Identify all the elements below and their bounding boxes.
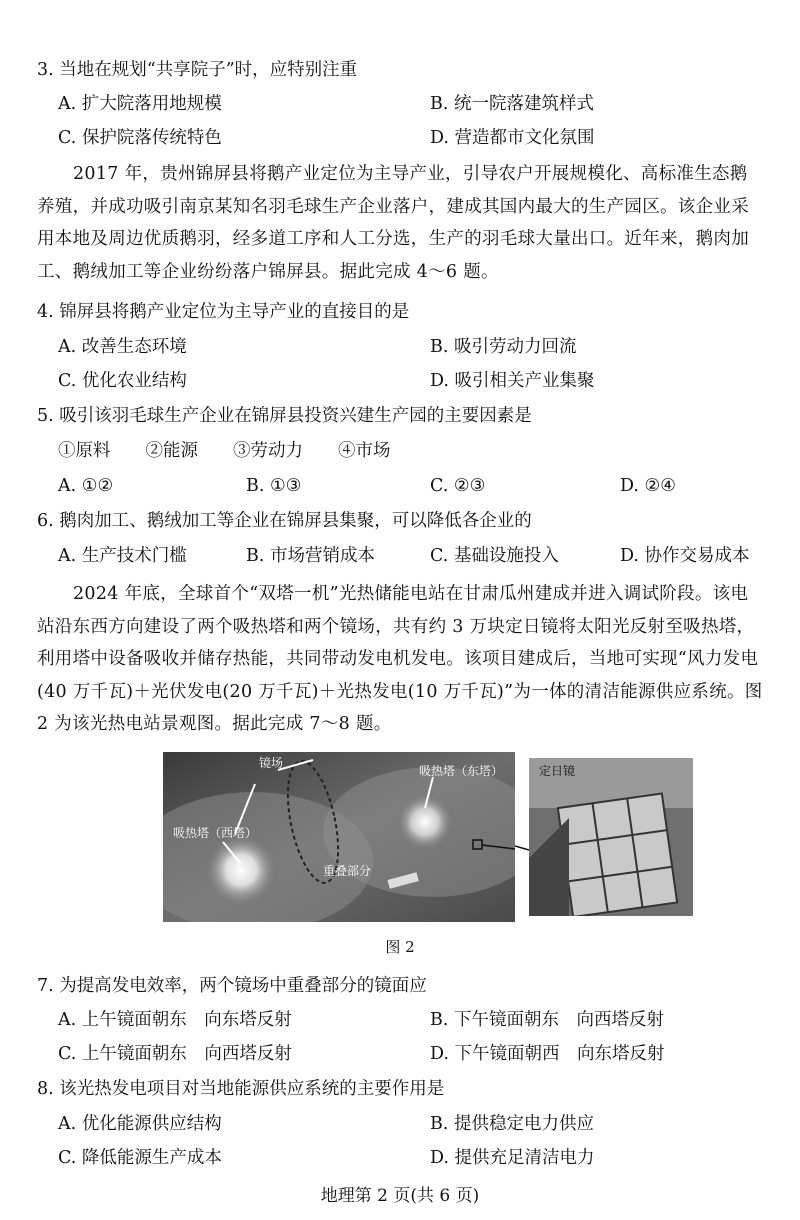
solar-plant-aerial-photo	[163, 752, 515, 922]
q4-option-a: A. 改善生态环境	[58, 337, 187, 357]
q3-stem: 3. 当地在规划“共享院子”时，应特别注重	[37, 60, 358, 80]
passage-solar-thermal: 2024 年底，全球首个“双塔一机”光热储能电站在甘肃瓜州建成并进入调试阶段。该电站沿东西方向建设了两个吸热塔和两个镜场，共有约 3 万块定日镜将太阳光反射至吸热塔，利用塔中设备吸收并储存热能，共同带动发电机发电。该项目建成后，当地可实现“风力发电(40 万千瓦)＋光伏发电(20 万千瓦)＋光热发电(10 万千瓦)”为一体的清洁能源供应系统。图 2 为该光热电站景观图。据此完成 7～8 题。	[37, 584, 763, 734]
label-overlap: 重叠部分	[323, 864, 372, 878]
label-heliostat: 定日镜	[539, 764, 576, 778]
q3-option-b: B. 统一院落建筑样式	[430, 94, 594, 114]
q8-option-d: D. 提供充足清洁电力	[430, 1148, 595, 1168]
label-mirror-field: 镜场	[259, 756, 284, 770]
q4-option-c: C. 优化农业结构	[58, 371, 187, 391]
q5-option-b: B. ①③	[246, 476, 302, 496]
q5-option-a: A. ①②	[58, 476, 114, 496]
q8-option-c: C. 降低能源生产成本	[58, 1148, 222, 1168]
q4-stem: 4. 锦屏县将鹅产业定位为主导产业的直接目的是	[37, 302, 410, 322]
q6-option-b: B. 市场营销成本	[246, 546, 375, 566]
q3-option-a: A. 扩大院落用地规模	[58, 94, 222, 114]
page-footer: 地理第 2 页(共 6 页)	[320, 1186, 480, 1206]
q3-option-c: C. 保护院落传统特色	[58, 128, 222, 148]
q5-factors: ①原料 ②能源 ③劳动力 ④市场	[58, 441, 391, 461]
label-west-tower: 吸热塔（西塔）	[173, 826, 258, 840]
q5-option-d: D. ②④	[620, 476, 676, 496]
q7-option-b: B. 下午镜面朝东 向西塔反射	[430, 1010, 664, 1030]
q7-stem: 7. 为提高发电效率，两个镜场中重叠部分的镜面应	[37, 976, 427, 996]
q4-option-b: B. 吸引劳动力回流	[430, 337, 577, 357]
q5-option-c: C. ②③	[430, 476, 486, 496]
passage-goose-industry: 2017 年，贵州锦屏县将鹅产业定位为主导产业，引导农户开展规模化、高标准生态鹅养殖，并成功吸引南京某知名羽毛球生产企业落户，建成其国内最大的生产园区。该企业采用本地及周边优质鹅羽，经多道工序和人工分选，生产的羽毛球大量出口。近年来，鹅肉加工、鹅绒加工等企业纷纷落户锦屏县。据此完成 4～6 题。	[37, 164, 749, 282]
q3-option-d: D. 营造都市文化氛围	[430, 128, 595, 148]
q7-option-a: A. 上午镜面朝东 向东塔反射	[58, 1010, 292, 1030]
q6-option-a: A. 生产技术门槛	[58, 546, 187, 566]
heliostat-closeup-photo	[529, 758, 693, 916]
q4-option-d: D. 吸引相关产业集聚	[430, 371, 595, 391]
figure-caption: 图 2	[385, 938, 415, 956]
q7-option-c: C. 上午镜面朝东 向西塔反射	[58, 1044, 292, 1064]
q5-stem: 5. 吸引该羽毛球生产企业在锦屏县投资兴建生产园的主要因素是	[37, 406, 532, 426]
q8-stem: 8. 该光热发电项目对当地能源供应系统的主要作用是	[37, 1079, 445, 1099]
q6-stem: 6. 鹅肉加工、鹅绒加工等企业在锦屏县集聚，可以降低各企业的	[37, 511, 532, 531]
q8-option-b: B. 提供稳定电力供应	[430, 1114, 594, 1134]
q7-option-d: D. 下午镜面朝西 向东塔反射	[430, 1044, 665, 1064]
label-east-tower: 吸热塔（东塔）	[419, 764, 504, 778]
q6-option-d: D. 协作交易成本	[620, 546, 750, 566]
q8-option-a: A. 优化能源供应结构	[58, 1114, 222, 1134]
q6-option-c: C. 基础设施投入	[430, 546, 559, 566]
